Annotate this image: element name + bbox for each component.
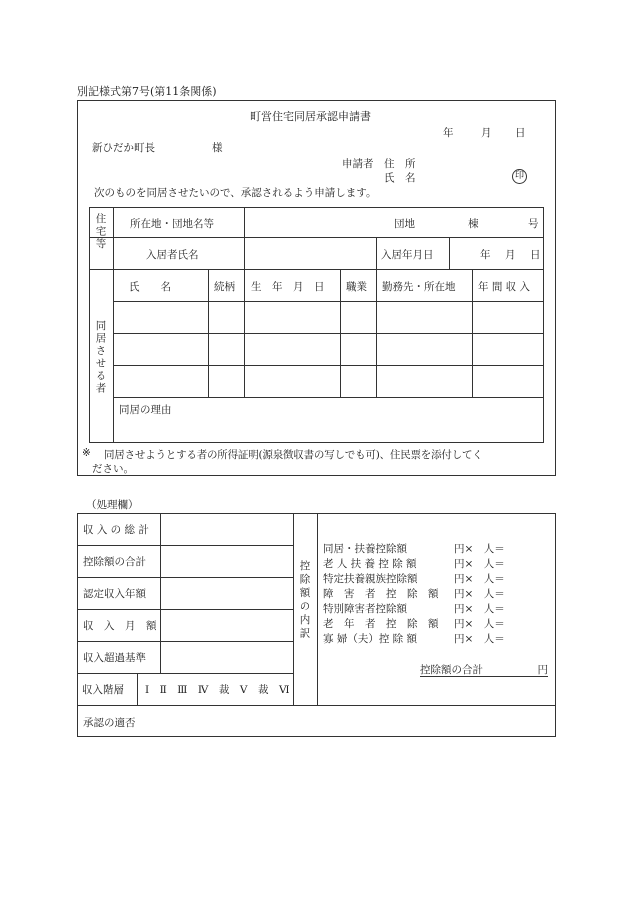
form-title: 町営住宅同居承認申請書 (250, 110, 371, 123)
row-total-income: 収 入 の 総 計 (83, 524, 149, 536)
col-job-header: 職業 (346, 281, 367, 293)
move-in-month-label: 月 (505, 249, 516, 261)
move-in-label: 入居年月日 (381, 249, 434, 261)
deduction-total-unit: 円 (537, 664, 548, 676)
deduction-formula: 円× 人＝ (454, 618, 505, 630)
deduction-item: 障 害 者 控 除 額 (323, 588, 439, 600)
cohabitant-label: 同居させる者 (94, 320, 107, 395)
deduction-total-label: 控除額の合計 (420, 664, 483, 676)
deduction-formula: 円× 人＝ (454, 573, 505, 585)
danchi-label: 団地 (394, 218, 415, 230)
note-line-2: ださい。 (92, 463, 134, 475)
reason-label: 同居の理由 (119, 404, 172, 416)
row-certified-income: 認定収入年額 (83, 588, 146, 600)
approval-label: 承認の適否 (83, 717, 136, 729)
col-name-header: 氏 名 (129, 281, 171, 293)
row-monthly-income: 収 入 月 額 (83, 620, 157, 632)
deduction-item: 寡 婦（夫）控 除 額 (323, 633, 418, 645)
applicant-name-label: 氏 名 (384, 172, 416, 184)
row-excess-criteria: 収入超過基準 (83, 652, 146, 664)
deduction-total-line (420, 662, 548, 677)
addressee-honorific: 様 (212, 142, 223, 154)
applicant-address-label: 住 所 (384, 158, 416, 170)
deduction-formula: 円× 人＝ (454, 603, 505, 615)
deduction-item: 老 年 者 控 除 額 (323, 618, 439, 630)
row-deduction-total: 控除額の合計 (83, 556, 146, 568)
addressee: 新ひだか町長 (92, 142, 155, 154)
date-year-label: 年 (443, 127, 454, 139)
applicant-label: 申請者 (342, 158, 374, 170)
col-workplace-header: 勤務先・所在地 (382, 281, 456, 293)
gou-label: 号 (528, 218, 539, 230)
tier-options: Ⅰ Ⅱ Ⅲ Ⅳ 裁 Ⅴ 裁 Ⅵ (145, 684, 290, 696)
seal-mark: 印 (512, 169, 527, 184)
date-month-label: 月 (481, 127, 492, 139)
move-in-day-label: 日 (530, 249, 541, 261)
note-line-1: 同居させようとする者の所得証明(源泉徴収書の写しでも可)、住民票を添付してく (104, 449, 483, 461)
tou-label: 棟 (468, 218, 479, 230)
deduction-formula: 円× 人＝ (454, 588, 505, 600)
form-number: 別記様式第7号(第11条関係) (77, 85, 217, 98)
deduction-item: 特定扶養親族控除額 (323, 573, 418, 585)
application-statement: 次のものを同居させたいので、承認されるよう申請します。 (94, 187, 377, 199)
tier-label: 収入階層 (82, 684, 124, 696)
resident-name-label: 入居者氏名 (146, 249, 199, 261)
processing-title: （処理欄） (86, 499, 139, 511)
move-in-year-label: 年 (480, 249, 491, 261)
housing-label: 住宅等 (94, 213, 107, 251)
col-relation-header: 続柄 (214, 281, 235, 293)
col-birth-header: 生 年 月 日 (251, 281, 325, 293)
deduction-item: 同居・扶養控除額 (323, 543, 407, 555)
deduction-formula: 円× 人＝ (454, 558, 505, 570)
location-label: 所在地・団地名等 (130, 218, 214, 230)
deduction-item: 特別障害者控除額 (323, 603, 407, 615)
deduction-item: 老 人 扶 養 控 除 額 (323, 558, 417, 570)
note-mark: ※ (82, 447, 91, 459)
deduction-formula: 円× 人＝ (454, 543, 505, 555)
deduction-formula: 円× 人＝ (454, 633, 505, 645)
col-income-header: 年 間 収 入 (478, 281, 531, 293)
date-day-label: 日 (515, 127, 526, 139)
deduction-breakdown-label: 控除額の内訳 (298, 560, 311, 641)
